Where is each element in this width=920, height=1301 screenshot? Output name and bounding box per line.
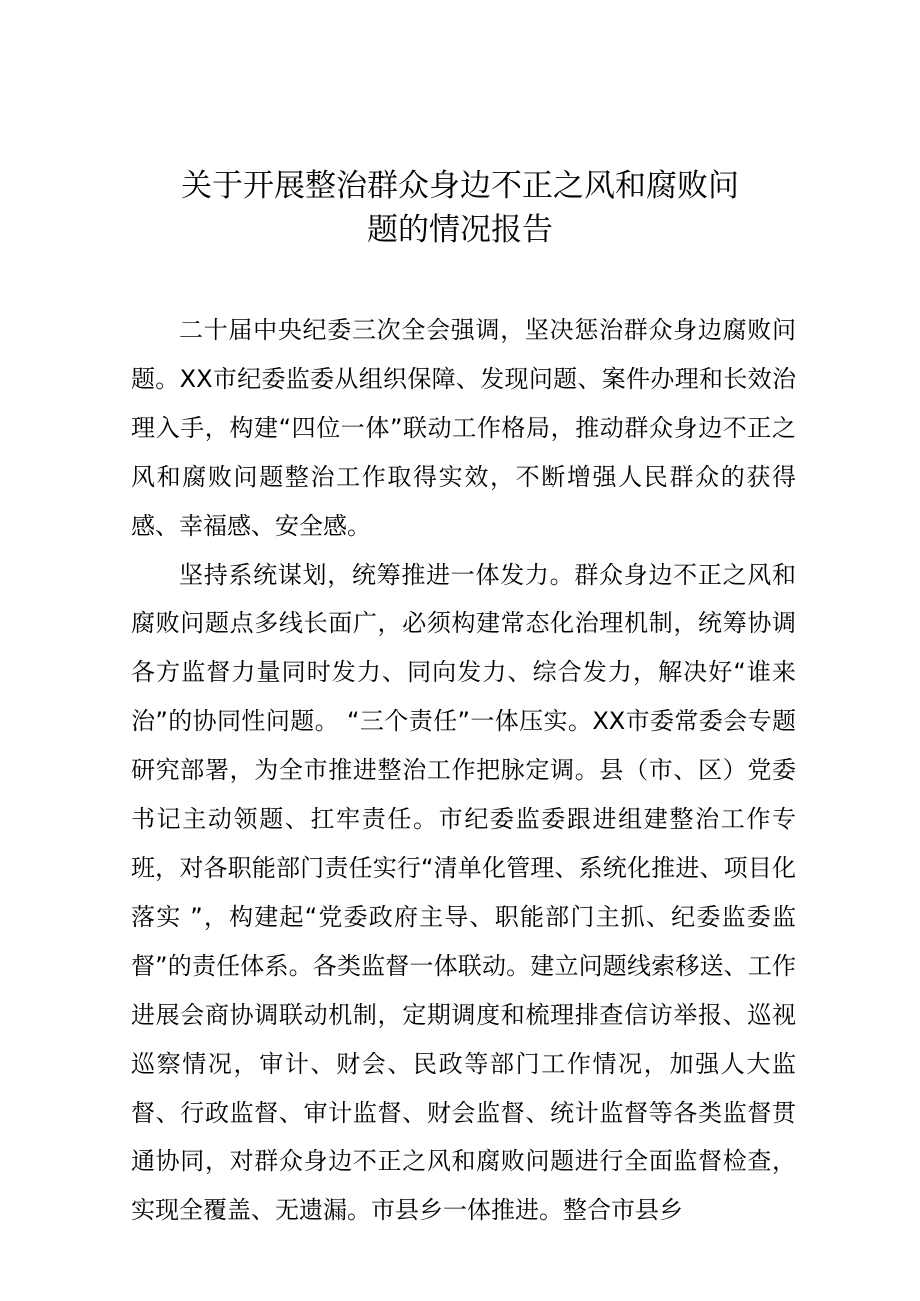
document-body [131,306,796,1235]
paragraph-1: 二十届中央纪委三次全会强调，坚决惩治群众身边腐败问题。XX市纪委监委从组织保障、发现问题、案件办理和长效治理入手，构建“四位一体”联动工作格局，推动群众身边不正之风和腐败问题整治工作取得实效，不断增强人民群众的获得感、幸福感、安全感。 [131,316,796,540]
title-line-1: 关于开展整治群众身边不正之风和腐败问 [181,168,739,204]
page-title [120,164,800,252]
title-line-2: 题的情况报告 [367,212,553,248]
paragraph-2: 坚持系统谋划，统筹推进一体发力。群众身边不正之风和腐败问题点多线长面广，必须构建常态化治理机制，统筹协调各方监督力量同时发力、同向发力、综合发力，解决好“谁来治”的协同性问题。 “三个责任”一体压实。XX市委常委会专题研究部署，为全市推进整治工作把脉定调。县（市、区）党委书记主动领题、扛牢责任。市纪委监委跟进组建整治工作专班，对各职能部门责任实行“清单化管理、系统化推进、项目化落实 ”，构建起“党委政府主导、职能部门主抓、纪委监委监督”的责任体系。各类监督一体联动。建立问题线索移送、工作进展会商协调联动机制，定期调度和梳理排查信访举报、巡视巡察情况，审计、财会、民政等部门工作情况，加强人大监督、行政监督、审计监督、财会监督、统计监督等各类监督贯通协同，对群众身边不正之风和腐败问题进行全面监督检查，实现全覆盖、无遗漏。市县乡一体推进。整合市县乡 [131,560,796,1225]
